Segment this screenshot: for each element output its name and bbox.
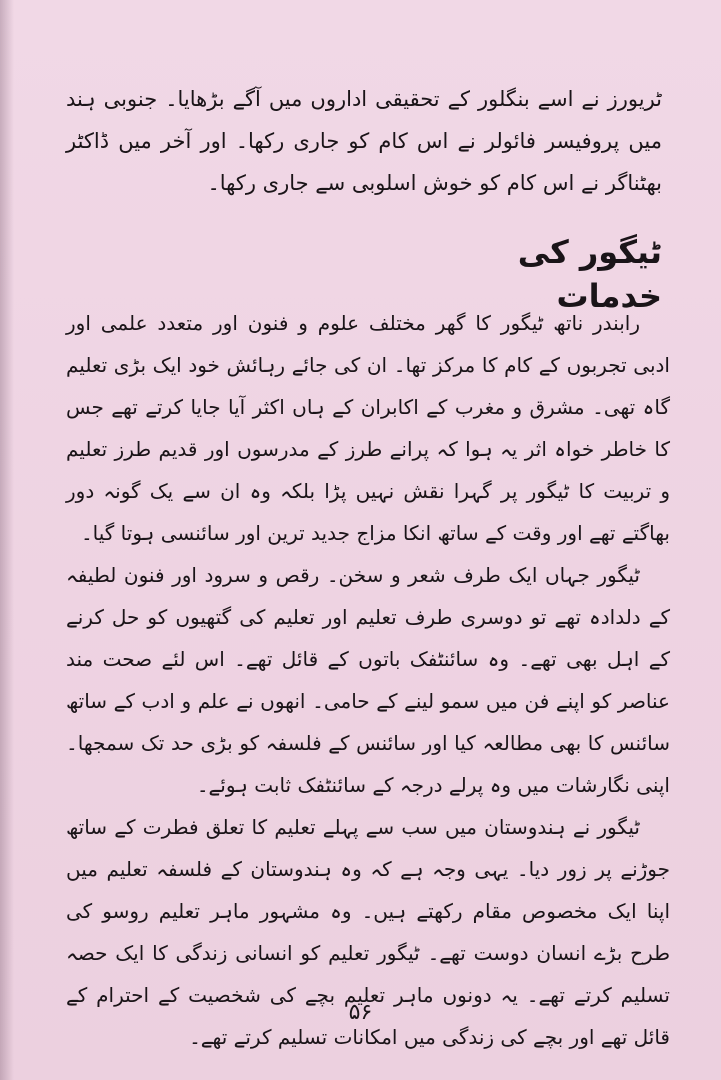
body-paragraph-2: ٹیگور جہاں ایک طرف شعر و سخن۔ رقص و سرود اور فنون لطیفہ کے دلدادہ تھے تو دوسری طرف تعلیم اور تعلیم کی گتھیوں کو حل کرنے کے اہل بھی تھے۔ وہ سائنٹفک باتوں کے قائل تھے۔ اس لئے صحت مند عناصر کو اپنے فن میں سمو لینے کے حامی۔ انھوں نے علم و ادب کے ساتھ سائنس کا بھی مطالعہ کیا اور سائنس کے فلسفہ کو بڑی حد تک سمجھا۔ اپنی نگارشات میں وہ پرلے درجہ کے سائنٹفک ثابت ہوئے۔ (66, 563, 670, 797)
page-number: ۵۶ (348, 1000, 373, 1025)
page-edge-shadow (0, 0, 14, 1080)
body-text-block (66, 302, 670, 1058)
body-paragraph-3: ٹیگور نے ہندوستان میں سب سے پہلے تعلیم کا تعلق فطرت کے ساتھ جوڑنے پر زور دیا۔ یہی وجہ ہے کہ وہ ہندوستان کے فلسفہ تعلیم میں اپنا ایک مخصوص مقام رکھتے ہیں۔ وہ مشہور ماہر تعلیم روسو کی طرح بڑے انسان دوست تھے۔ ٹیگور تعلیم کو انسانی زندگی کا ایک حصہ تسلیم کرتے تھے۔ یہ دونوں ماہر تعلیم بچے کی شخصیت کے احترام کے قائل تھے اور بچے کی زندگی میں امکانات تسلیم کرتے تھے۔ (66, 815, 670, 1049)
section-heading: ٹیگور کی خدمات (517, 233, 662, 315)
intro-paragraph: ٹریورز نے اسے بنگلور کے تحقیقی اداروں میں آگے بڑھایا۔ جنوبی ہند میں پروفیسر فائولر نے اس کام کو جاری رکھا۔ اور آخر میں ڈاکٹر بھٹناگر نے اس کام کو خوش اسلوبی سے جاری رکھا۔ (66, 87, 662, 195)
body-paragraph-1: رابندر ناتھ ٹیگور کا گھر مختلف علوم و فنون اور متعدد علمی اور ادبی تجربوں کے کام کا مرکز تھا۔ ان کی جائے رہائش خود ایک بڑی تعلیم گاہ تھی۔ مشرق و مغرب کے اکابران کے ہاں اکثر آیا جایا کرتے تھے جس کا خاطر خواہ اثر یہ ہوا کہ پرانے طرز کے مدرسوں اور قدیم طرز تعلیم و تربیت کا ٹیگور پر گہرا نقش نہیں پڑا بلکہ وہ ان سے یک گونہ دور بھاگتے تھے اور وقت کے ساتھ انکا مزاج جدید ترین اور سائنسی ہوتا گیا۔ (66, 311, 670, 545)
intro-text-block (66, 78, 662, 204)
